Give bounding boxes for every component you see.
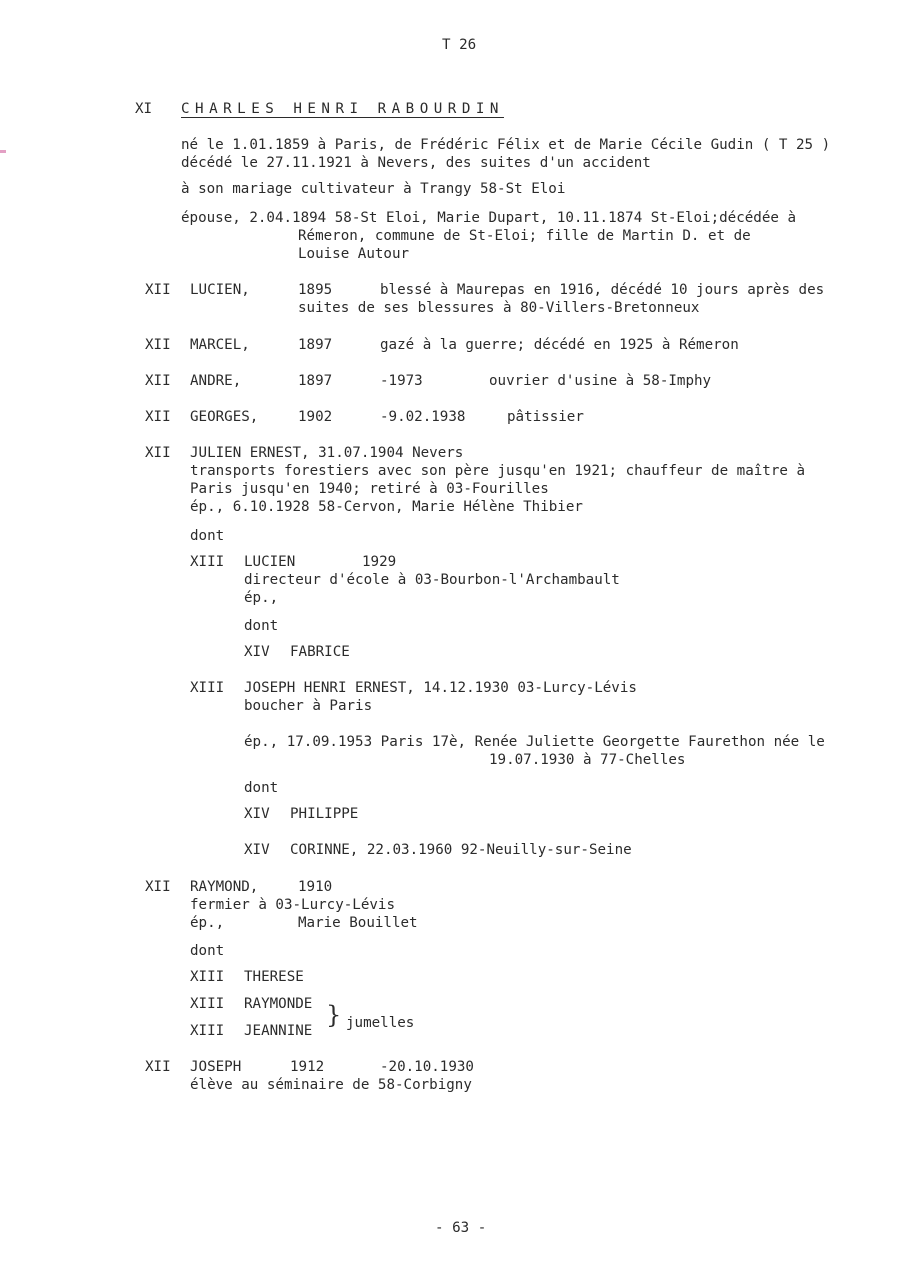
page-reference: T 26 bbox=[442, 37, 477, 53]
child-note: pâtissier bbox=[507, 409, 584, 425]
grandchild-name: LUCIEN bbox=[244, 554, 296, 570]
margin-mark bbox=[0, 150, 6, 153]
child-note: élève au séminaire de 58-Corbigny bbox=[190, 1077, 472, 1093]
grandchild-year: 1929 bbox=[362, 554, 397, 570]
generation-label: XII bbox=[145, 1059, 171, 1075]
grandchild-name: JEANNINE bbox=[244, 1023, 313, 1039]
child-death: -1973 bbox=[380, 373, 423, 389]
generation-label: XIV bbox=[244, 644, 270, 660]
generation-label: XII bbox=[145, 409, 171, 425]
dont-label: dont bbox=[190, 943, 225, 959]
child-name: GEORGES, bbox=[190, 409, 259, 425]
marriage-line: Louise Autour bbox=[298, 246, 410, 262]
great-grandchild-name: FABRICE bbox=[290, 644, 350, 660]
generation-label: XIII bbox=[190, 969, 225, 985]
dont-label: dont bbox=[190, 528, 225, 544]
child-name: RAYMOND, bbox=[190, 879, 259, 895]
twins-brace: } bbox=[326, 1001, 342, 1029]
child-year: 1910 bbox=[298, 879, 333, 895]
child-note: ép., bbox=[190, 915, 225, 931]
generation-label: XI bbox=[135, 101, 153, 117]
marriage-line: épouse, 2.04.1894 58-St Eloi, Marie Dupart, 10.11.1874 St-Eloi;décédée à bbox=[181, 210, 796, 226]
generation-label: XIII bbox=[190, 554, 225, 570]
grandchild-note: 19.07.1930 à 77-Chelles bbox=[489, 752, 686, 768]
child-name: JULIEN ERNEST, 31.07.1904 Nevers bbox=[190, 445, 464, 461]
dont-label: dont bbox=[244, 780, 279, 796]
child-name: JOSEPH bbox=[190, 1059, 242, 1075]
generation-label: XII bbox=[145, 373, 171, 389]
child-note: blessé à Maurepas en 1916, décédé 10 jours après des bbox=[380, 282, 825, 298]
child-death: -20.10.1930 bbox=[380, 1059, 474, 1075]
grandchild-name: JOSEPH HENRI ERNEST, 14.12.1930 03-Lurcy-Lévis bbox=[244, 680, 637, 696]
grandchild-note: ép., bbox=[244, 590, 279, 606]
child-year: 1897 bbox=[298, 373, 333, 389]
child-year: 1895 bbox=[298, 282, 333, 298]
generation-label: XIII bbox=[190, 996, 225, 1012]
grandchild-name: THERESE bbox=[244, 969, 304, 985]
generation-label: XII bbox=[145, 282, 171, 298]
child-name: LUCIEN, bbox=[190, 282, 250, 298]
dont-label: dont bbox=[244, 618, 279, 634]
great-grandchild-name: PHILIPPE bbox=[290, 806, 359, 822]
birth-line: né le 1.01.1859 à Paris, de Frédéric Félix et de Marie Cécile Gudin ( T 25 ) bbox=[181, 137, 831, 153]
child-name: MARCEL, bbox=[190, 337, 250, 353]
great-grandchild-name: CORINNE, 22.03.1960 92-Neuilly-sur-Seine bbox=[290, 842, 632, 858]
generation-label: XIII bbox=[190, 1023, 225, 1039]
child-note: suites de ses blessures à 80-Villers-Bretonneux bbox=[298, 300, 700, 316]
generation-label: XII bbox=[145, 445, 171, 461]
grandchild-name: RAYMONDE bbox=[244, 996, 313, 1012]
child-note: gazé à la guerre; décédé en 1925 à Rémeron bbox=[380, 337, 739, 353]
generation-label: XII bbox=[145, 879, 171, 895]
page-title: CHARLES HENRI RABOURDIN bbox=[181, 101, 504, 117]
child-note: ép., 6.10.1928 58-Cervon, Marie Hélène Thibier bbox=[190, 499, 583, 515]
generation-label: XIV bbox=[244, 842, 270, 858]
generation-label: XIII bbox=[190, 680, 225, 696]
child-note: ouvrier d'usine à 58-Imphy bbox=[489, 373, 712, 389]
child-name: ANDRE, bbox=[190, 373, 242, 389]
child-note: Paris jusqu'en 1940; retiré à 03-Fourilles bbox=[190, 481, 549, 497]
page-number: - 63 - bbox=[435, 1220, 487, 1236]
child-year: 1897 bbox=[298, 337, 333, 353]
child-note: fermier à 03-Lurcy-Lévis bbox=[190, 897, 395, 913]
child-note: transports forestiers avec son père jusqu'en 1921; chauffeur de maître à bbox=[190, 463, 805, 479]
generation-label: XIV bbox=[244, 806, 270, 822]
grandchild-note: directeur d'école à 03-Bourbon-l'Archambault bbox=[244, 572, 620, 588]
grandchild-note: ép., 17.09.1953 Paris 17è, Renée Juliette Georgette Faurethon née le bbox=[244, 734, 825, 750]
child-year: 1902 bbox=[298, 409, 333, 425]
spouse-name: Marie Bouillet bbox=[298, 915, 418, 931]
grandchild-note: boucher à Paris bbox=[244, 698, 373, 714]
child-death: -9.02.1938 bbox=[380, 409, 466, 425]
child-year: 1912 bbox=[290, 1059, 325, 1075]
occupation-line: à son mariage cultivateur à Trangy 58-St Eloi bbox=[181, 181, 566, 197]
generation-label: XII bbox=[145, 337, 171, 353]
twins-label: jumelles bbox=[346, 1015, 415, 1031]
marriage-line: Rémeron, commune de St-Eloi; fille de Martin D. et de bbox=[298, 228, 751, 244]
death-line: décédé le 27.11.1921 à Nevers, des suites d'un accident bbox=[181, 155, 651, 171]
